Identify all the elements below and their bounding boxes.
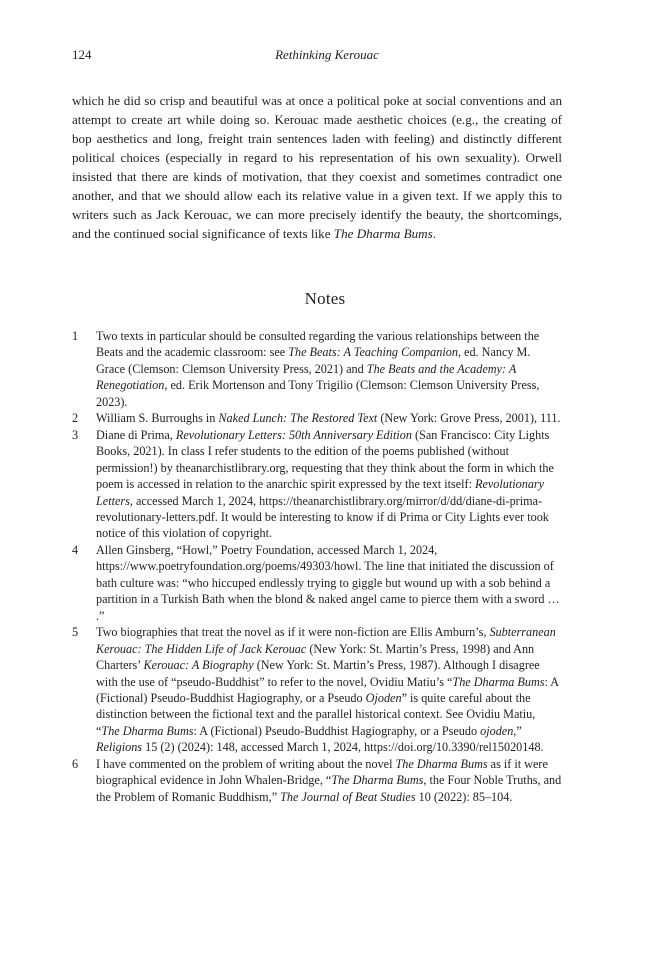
endnote-text-segment: I have commented on the problem of writing about the novel: [96, 756, 396, 771]
notes-list: [72, 328, 562, 805]
endnote-text: [96, 410, 562, 426]
endnote: [72, 542, 562, 624]
endnote-italic-title: Revolutionary Letters: 50th Anniversary Edition: [175, 427, 412, 442]
endnote: [72, 328, 562, 410]
endnote-italic-title: Subterranean Kerouac: The Hidden Life of Jack Kerouac: [96, 625, 556, 656]
endnote: [72, 624, 562, 756]
endnote-number: 4: [72, 542, 79, 557]
endnote: [72, 427, 562, 542]
endnote-text-segment: Diane di Prima,: [96, 427, 176, 442]
endnote-italic-title: Naked Lunch: The Restored Text: [218, 411, 378, 426]
endnote-text-segment: (New York: St. Martin’s Press, 1987). Although I disagree with the use of “pseudo-Buddhist” to refer to the novel, Ovidiu Matiu’s “: [96, 658, 540, 689]
endnote-text-segment: , ed. Nancy M. Grace (Clemson: Clemson University Press, 2021) and: [96, 345, 531, 376]
paragraph-end: .: [432, 225, 437, 241]
endnote-text-segment: ,”: [513, 723, 522, 738]
notes-heading: Notes: [304, 289, 346, 308]
endnote-number: 5: [72, 625, 79, 640]
endnote-text-segment: Two texts in particular should be consulted regarding the various relationships between the Beats and the academic classroom: see: [96, 329, 540, 360]
page-number: 124: [72, 47, 92, 62]
endnote-text-segment: Two biographies that treat the novel as if it were non-fiction are Ellis Amburn’s,: [96, 625, 490, 640]
endnote-italic-title: The Beats and the Academy: A Renegotiation: [96, 361, 517, 393]
endnote-italic-title: The Dharma Bums: [395, 756, 488, 771]
endnote-italic-title: ojoden: [480, 723, 514, 738]
body-paragraph: [72, 92, 562, 244]
endnote-number: 2: [72, 411, 79, 426]
endnote-text: [96, 542, 562, 624]
paragraph-text: which he did so crisp and beautiful was at once a political poke at social conventions and an attempt to create art while doing so. Kerouac made aesthetic choices (e.g., the creating of bop aesthetics and long, freight train sentences laden with feeling) and distinctly different political choices (especially in regard to his representation of his own sexuality). Orwell insisted that there are kinds of motivation, that they coexist and sometimes contradict one another, and that we should allow each its relative value in a given text. If we apply this to writers such as Jack Kerouac, we can more precisely identify the beauty, the shortcomings, and the continued social significance of texts like: [72, 93, 562, 241]
running-title: Rethinking Kerouac: [275, 47, 379, 62]
endnote-text-segment: 15 (2) (2024): 148, accessed March 1, 2024, https://doi.org/10.3390/rel15020148.: [142, 740, 544, 755]
endnote-text-segment: 10 (2022): 85–104.: [415, 789, 513, 804]
endnote: [72, 410, 562, 426]
endnote-text-segment: (New York: St. Martin’s Press, 1998) and Ann Charters’: [96, 641, 535, 673]
endnote-italic-title: The Beats: A Teaching Companion: [288, 345, 458, 360]
endnote-italic-title: Ojoden: [365, 690, 402, 705]
endnote-number: 1: [72, 329, 79, 343]
endnote-text-segment: accessed March 1, 2024, https://theanarchistlibrary.org/mirror/d/dd/diane-di-prima-revolutionary-letters.pdf. It would be interesting to know if di Prima or City Lights ever took notice of this violation of copyright.: [96, 493, 549, 541]
endnote-text: [96, 427, 562, 542]
endnote-text-segment: (New York: Grove Press, 2001), 111.: [377, 411, 561, 426]
endnote-italic-title: Kerouac: A Biography: [143, 658, 254, 673]
paragraph-book-title: The Dharma Bums: [333, 225, 433, 241]
endnote-italic-title: The Dharma Bums: [452, 674, 545, 689]
endnote-text-segment: (San Francisco: City Lights Books, 2021). In class I refer students to the edition of the poems published (without permission!) by theanarchistlibrary.org, requesting that they think about the form in which the poem is accessed in relation to the anarchic spirit expressed by the text itself:: [96, 427, 554, 492]
endnote-text-segment: as if it were biographical evidence in John Whalen-Bridge, “: [96, 756, 548, 788]
endnote-number: 6: [72, 756, 79, 771]
endnote-text-segment: ” is quite careful about the distinction between the fictional text and the parallel historical context. See Ovidiu Matiu, “: [96, 690, 536, 738]
endnote-text: [96, 328, 562, 410]
endnote-text-segment: : A (Fictional) Pseudo-Buddhist Hagiography, or a Pseudo: [96, 674, 559, 705]
endnote-text-segment: William S. Burroughs in: [96, 411, 219, 426]
endnote-text-segment: Allen Ginsberg, “Howl,” Poetry Foundation, accessed March 1, 2024, https://www.poetryfoundation.org/poems/49303/howl. The line that initiated the discussion of bath culture was: “who hiccuped endlessly trying to giggle but wound up with a sob behind a partition in a Turkish Bath when the blond & naked angel came to pierce them with a sword … .”: [96, 542, 560, 623]
running-head: [0, 47, 650, 67]
endnote-italic-title: Religions: [96, 740, 143, 755]
endnote-text-segment: , the Four Noble Truths, and the Problem of Romanic Buddhism,”: [96, 773, 562, 804]
endnote-italic-title: The Journal of Beat Studies: [280, 789, 416, 804]
endnote-italic-title: Revolutionary Letters,: [96, 477, 545, 508]
endnote-italic-title: The Dharma Bums: [331, 773, 424, 788]
endnote-number: 3: [72, 427, 79, 442]
endnote-text: [96, 624, 562, 756]
endnote-text: [96, 756, 562, 805]
endnote-text-segment: , ed. Erik Mortenson and Tony Trigilio (Clemson: Clemson University Press, 2023).: [96, 378, 540, 409]
endnote: [72, 756, 562, 805]
endnote-text-segment: : A (Fictional) Pseudo-Buddhist Hagiography, or a Pseudo: [193, 723, 481, 738]
endnote-italic-title: The Dharma Bums: [101, 723, 194, 738]
